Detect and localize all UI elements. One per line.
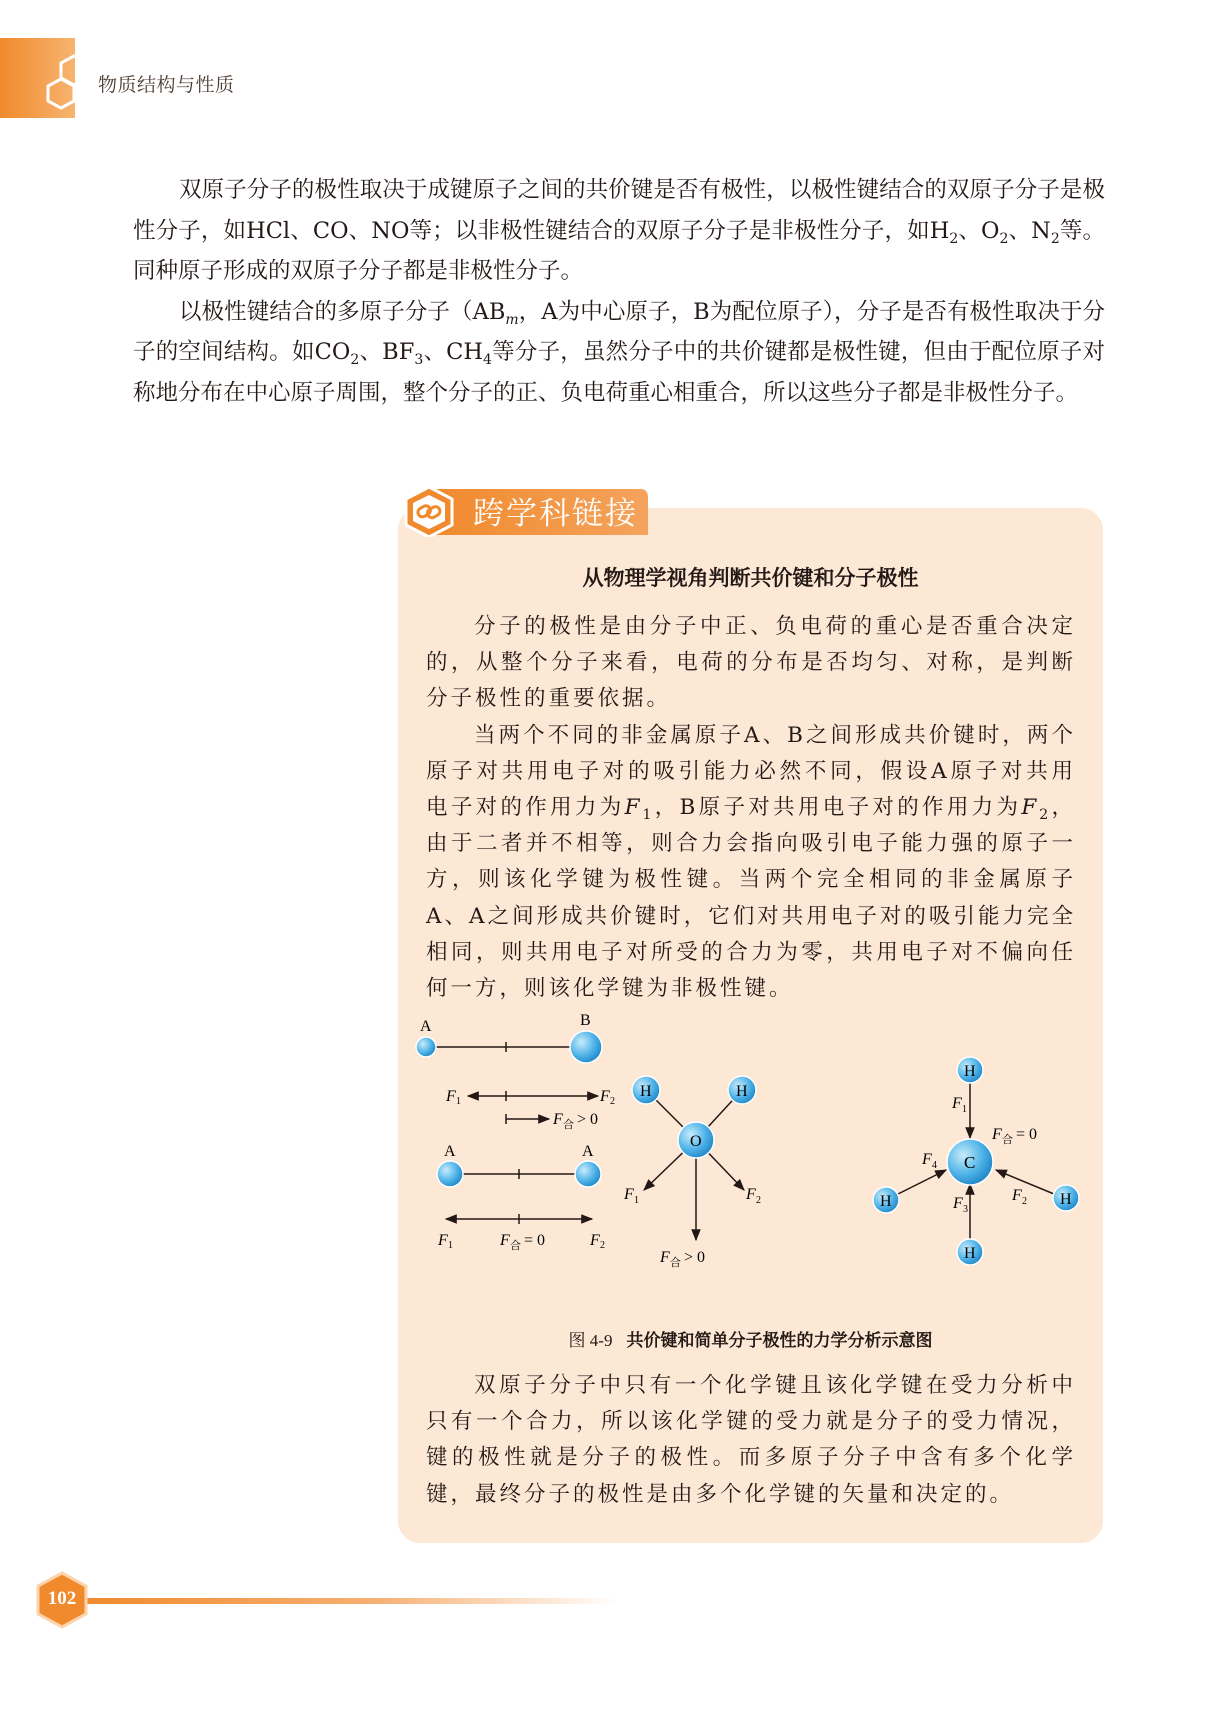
box-text-lower [426,1368,1076,1513]
svg-text:C: C [964,1153,976,1172]
svg-text:O: O [690,1133,702,1150]
atom-b [570,1031,602,1063]
footer-accent-line [78,1598,618,1604]
svg-text:F: F [600,1088,610,1105]
atom-a [416,1037,436,1057]
box-paragraph-1: 分子的极性是由分子中正、负电荷的重心是否重合决定的，从整个分子来看，电荷的分布是否均匀、对称，是判断分子极性的重要依据。 [426,614,1076,712]
link-icon [414,497,444,527]
svg-text:合: 合 [670,1257,681,1269]
svg-text:A: A [582,1143,594,1160]
svg-text:1: 1 [962,1104,967,1115]
svg-text:= 0: = 0 [524,1232,546,1249]
svg-text:1: 1 [448,1240,453,1251]
body-paragraphs [133,170,1105,413]
svg-text:F: F [922,1151,932,1168]
svg-text:合: 合 [563,1119,574,1131]
svg-text:4: 4 [932,1160,937,1171]
label-a: A [420,1018,432,1035]
atom-a-right [575,1161,601,1187]
svg-text:F: F [660,1249,670,1266]
svg-text:2: 2 [1022,1196,1027,1207]
force-analysis-figure [398,1004,1103,1294]
nonpolar-bond-diagram [437,1143,605,1252]
svg-text:H: H [736,1083,748,1100]
polar-bond-diagram [416,1012,615,1131]
svg-text:合: 合 [510,1240,521,1252]
svg-text:F: F [624,1186,634,1203]
svg-text:H: H [1060,1191,1072,1208]
svg-text:H: H [880,1193,892,1210]
hexagon-logo-icon [46,54,102,116]
svg-text:F: F [1012,1187,1022,1204]
box-paragraph-2: 当两个不同的非金属原子A、B之间形成共价键时，两个原子对共用电子对的吸引能力必然不同，假设A原子对共用电子对的作用力为$F_1$，B原子对共用电子对的作用力为$F_2$，由于二者并不相等，则合力会指向吸引电子能力强的原子一方，则该化学键为极性键。当两个完全相同的非金属原子A、A之间形成共价键时，它们对共用电子对的吸引能力完全相同，则共用电子对所受的合力为零，共用电子对不偏向任何一方，则该化学键为非极性键。 [426,722,1076,1002]
body-paragraph-1: 双原子分子的极性取决于成键原子之间的共价键是否有极性，以极性键结合的双原子分子是极性分子，如HCl、CO、NO等；以非极性键结合的双原子分子是非极性分子，如$H_2$、$O_2$、$N_2$等。同种原子形成的双原子分子都是非极性分子。 [133,177,1105,284]
svg-text:F: F [746,1186,756,1203]
svg-text:F: F [953,1195,963,1212]
svg-text:F: F [952,1095,962,1112]
cross-discipline-label: 跨学科链接 [473,496,638,532]
box-title: 从物理学视角判断共价键和分子极性 [582,566,919,590]
body-paragraph-2: 以极性键结合的多原子分子（$AB_m$，A为中心原子，B为配位原子），分子是否有极性取决于分子的空间结构。如$CO_2$、$BF_3$、$CH_4$等分子，虽然分子中的共价键都是极性键，但由于配位原子对称地分布在中心原子周围，整个分子的正、负电荷重心相重合，所以这些分子都是非极性分子。 [133,298,1105,406]
svg-text:2: 2 [610,1096,615,1107]
methane-molecule-diagram [873,1057,1079,1265]
water-molecule-diagram [623,1076,761,1269]
svg-text:> 0: > 0 [684,1249,706,1266]
svg-text:2: 2 [756,1195,761,1206]
svg-text:1: 1 [456,1096,461,1107]
svg-text:F: F [446,1088,456,1105]
svg-text:H: H [964,1245,976,1262]
box-text-upper [426,609,1076,1007]
svg-text:A: A [444,1143,456,1160]
svg-text:F: F [590,1232,600,1249]
svg-text:2: 2 [600,1240,605,1251]
svg-text:> 0: > 0 [577,1111,599,1128]
svg-text:H: H [640,1083,652,1100]
svg-text:3: 3 [963,1204,968,1215]
svg-text:= 0: = 0 [1016,1126,1038,1143]
box-paragraph-3: 双原子分子中只有一个化学键且该化学键在受力分析中只有一个合力，所以该化学键的受力就是分子的受力情况，键的极性就是分子的极性。而多原子分子中含有多个化学键，最终分子的极性是由多个化学键的矢量和决定的。 [426,1373,1076,1507]
svg-text:F: F [553,1111,563,1128]
label-b: B [580,1012,591,1029]
svg-text:合: 合 [1002,1134,1013,1146]
page-number: 102 [47,1588,77,1609]
atom-a-left [437,1161,463,1187]
figure-caption: 图 4-9 共价键和简单分子极性的力学分析示意图 [568,1331,933,1351]
section-title: 物质结构与性质 [98,74,235,96]
svg-text:F: F [992,1126,1002,1143]
svg-text:F: F [438,1232,448,1249]
svg-text:1: 1 [634,1195,639,1206]
svg-text:H: H [964,1063,976,1080]
svg-text:F: F [500,1232,510,1249]
